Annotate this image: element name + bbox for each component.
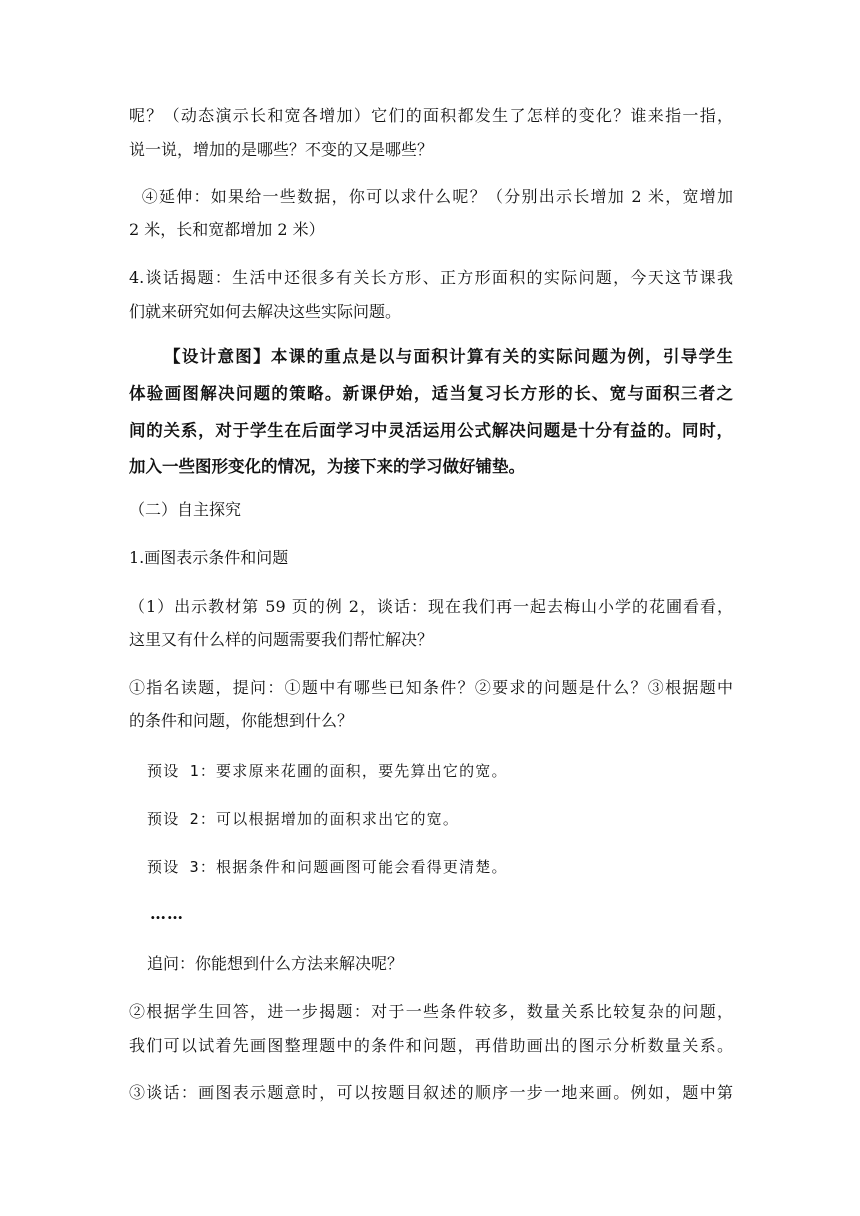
paragraph-line: 2 米，长和宽都增加 2 米）: [129, 220, 325, 239]
paragraph-line: 4.谈话揭题：生活中还很多有关长方形、正方形面积的实际问题，今天这节课我: [129, 268, 733, 287]
preset-line: 预设 2：可以根据增加的面积求出它的宽。: [147, 810, 460, 828]
paragraph-line: ②根据学生回答，进一步揭题：对于一些条件较多，数量关系比较复杂的问题，: [129, 1002, 733, 1021]
ellipsis: ……: [150, 904, 184, 923]
design-intent-line: 【设计意图】本课的重点是以与面积计算有关的实际问题为例，引导学生: [164, 347, 733, 366]
design-intent-line: 间的关系，对于学生在后面学习中灵活运用公式解决问题是十分有益的。同时，: [129, 421, 733, 440]
paragraph-line: ④延伸：如果给一些数据，你可以求什么呢？（分别出示长增加 2 米，宽增加: [129, 187, 733, 206]
sub-heading: 1.画图表示条件和问题: [129, 548, 289, 567]
paragraph-line: ①指名读题，提问：①题中有哪些已知条件？②要求的问题是什么？③根据题中: [129, 678, 733, 697]
section-heading: （二）自主探究: [129, 500, 242, 519]
paragraph-line: （1）出示教材第 59 页的例 2，谈话：现在我们再一起去梅山小学的花圃看看，: [129, 597, 733, 616]
paragraph-line: 我们可以试着先画图整理题中的条件和问题，再借助画出的图示分析数量关系。: [129, 1036, 733, 1055]
design-intent-line: 体验画图解决问题的策略。新课伊始，适当复习长方形的长、宽与面积三者之: [129, 384, 733, 403]
preset-line: 预设 1：要求原来花圃的面积，要先算出它的宽。: [147, 762, 508, 780]
design-intent-line: 加入一些图形变化的情况，为接下来的学习做好铺垫。: [129, 457, 525, 476]
paragraph-line: ③谈话：画图表示题意时，可以按题目叙述的顺序一步一地来画。例如，题中第: [129, 1083, 733, 1102]
paragraph-line: 说一说，增加的是哪些？不变的又是哪些？: [129, 140, 434, 159]
paragraph-line: 这里又有什么样的问题需要我们帮忙解决？: [129, 630, 434, 649]
preset-line: 预设 3：根据条件和问题画图可能会看得更清楚。: [147, 858, 508, 876]
follow-up-question: 追问：你能想到什么方法来解决呢？: [147, 954, 404, 973]
paragraph-line: 的条件和问题，你能想到什么？: [129, 711, 354, 730]
paragraph-line: 们就来研究如何去解决这些实际问题。: [129, 302, 402, 321]
paragraph-line: 呢？（动态演示长和宽各增加）它们的面积都发生了怎样的变化？谁来指一指，: [129, 106, 733, 125]
